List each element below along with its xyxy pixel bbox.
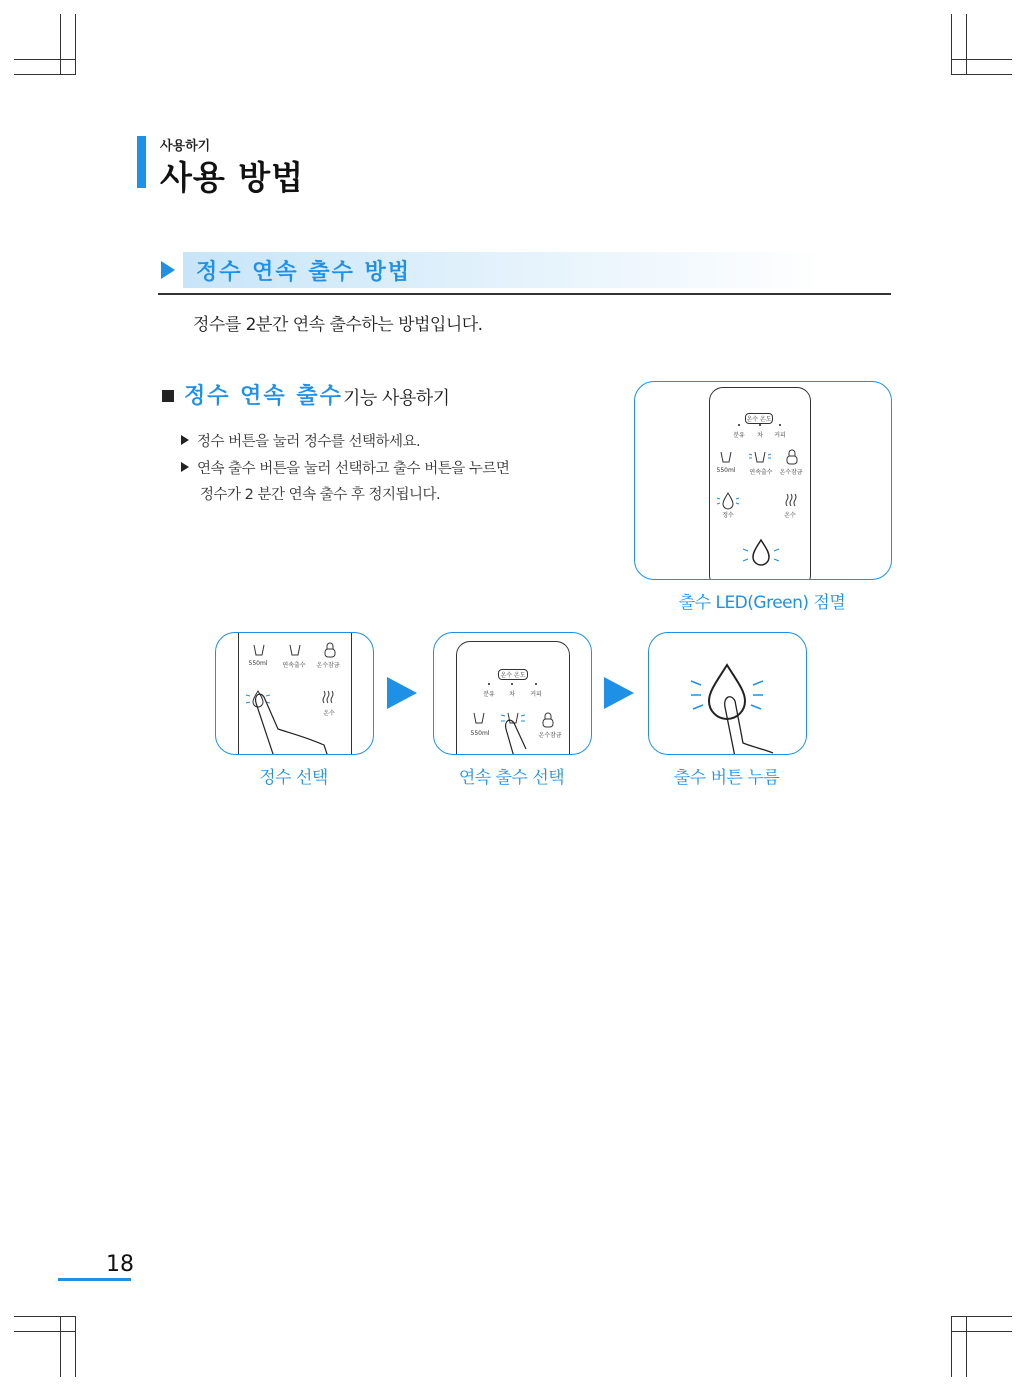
list-item: 연속 출수 버튼을 눌러 선택하고 출수 버튼을 누르면 bbox=[181, 457, 509, 478]
temp-option: 차 bbox=[509, 691, 515, 698]
temp-option: 분유 bbox=[483, 691, 495, 698]
temp-option: 차 bbox=[757, 432, 763, 439]
header-accent-bar bbox=[137, 136, 146, 188]
finger-press-icon bbox=[216, 633, 373, 754]
crop-mark bbox=[951, 1316, 952, 1377]
list-item: 정수 버튼을 눌러 정수를 선택하세요. bbox=[181, 430, 420, 451]
triangle-bullet-icon bbox=[181, 462, 189, 472]
page-title: 사용 방법 bbox=[160, 158, 305, 197]
finger-press-icon bbox=[434, 633, 591, 754]
temp-option: 커피 bbox=[774, 432, 786, 439]
button-label: 550ml bbox=[470, 730, 490, 737]
step-1-illustration bbox=[215, 632, 374, 755]
button-icons bbox=[715, 448, 805, 468]
step-caption: 정수 선택 bbox=[259, 768, 328, 788]
water-label: 정수 bbox=[722, 512, 734, 519]
temp-option: 커피 bbox=[530, 691, 542, 698]
subsection-title: 정수 연속 출수 bbox=[184, 384, 343, 409]
page-number: 18 bbox=[106, 1252, 134, 1277]
button-label: 연속출수 bbox=[282, 662, 306, 669]
step-3-illustration bbox=[648, 632, 807, 755]
crop-mark bbox=[60, 1316, 61, 1377]
section-intro: 정수를 2분간 연속 출수하는 방법입니다. bbox=[193, 315, 483, 335]
crop-mark bbox=[60, 14, 61, 75]
crop-mark bbox=[14, 59, 75, 60]
button-label: 550ml bbox=[716, 467, 736, 474]
crop-mark bbox=[75, 1316, 76, 1377]
step-caption: 출수 버튼 누름 bbox=[673, 768, 780, 788]
button-label: 온수잠금 bbox=[316, 662, 340, 669]
next-step-arrow-icon bbox=[604, 677, 634, 709]
section-title: 정수 연속 출수 방법 bbox=[196, 260, 411, 285]
control-panel-illustration bbox=[634, 381, 892, 580]
temp-dot bbox=[779, 424, 781, 426]
crop-mark bbox=[14, 74, 75, 75]
finger-press-dispense-icon bbox=[649, 633, 806, 754]
section-rule bbox=[158, 293, 891, 295]
category-label: 사용하기 bbox=[160, 139, 211, 154]
temp-dot bbox=[759, 424, 761, 426]
section-arrow-icon bbox=[161, 261, 175, 279]
subsection-title-suffix: 기능 사용하기 bbox=[343, 388, 450, 409]
crop-mark bbox=[14, 1316, 75, 1317]
crop-mark bbox=[951, 74, 1012, 75]
button-label: 온수잠금 bbox=[538, 732, 562, 739]
step-2-illustration bbox=[433, 632, 592, 755]
list-item-continuation: 정수가 2 분간 연속 출수 후 정지됩니다. bbox=[200, 487, 441, 503]
button-label: 연속출수 bbox=[749, 469, 773, 476]
page-number-rule bbox=[58, 1278, 131, 1281]
temp-label: 온수 온도 bbox=[745, 413, 773, 424]
crop-mark bbox=[951, 1331, 1012, 1332]
water-label: 온수 bbox=[323, 710, 335, 717]
crop-mark bbox=[951, 59, 1012, 60]
crop-mark bbox=[75, 14, 76, 75]
step-caption: 연속 출수 선택 bbox=[458, 768, 565, 788]
temp-dot bbox=[738, 424, 740, 426]
panel-caption: 출수 LED(Green) 점멸 bbox=[678, 593, 846, 613]
button-label: 온수잠금 bbox=[779, 469, 803, 476]
crop-mark bbox=[966, 14, 967, 75]
square-bullet-icon bbox=[162, 390, 174, 402]
crop-mark bbox=[951, 14, 952, 75]
crop-mark bbox=[951, 1316, 1012, 1317]
button-label: 550ml bbox=[248, 660, 268, 667]
water-icons bbox=[715, 490, 805, 512]
crop-mark bbox=[14, 1331, 75, 1332]
next-step-arrow-icon bbox=[387, 677, 417, 709]
temp-option: 분유 bbox=[733, 432, 745, 439]
triangle-bullet-icon bbox=[181, 435, 189, 445]
water-label: 온수 bbox=[784, 512, 796, 519]
temp-label: 온수 온도 bbox=[498, 669, 528, 680]
crop-mark bbox=[966, 1316, 967, 1377]
dispense-button-icon bbox=[741, 537, 781, 569]
